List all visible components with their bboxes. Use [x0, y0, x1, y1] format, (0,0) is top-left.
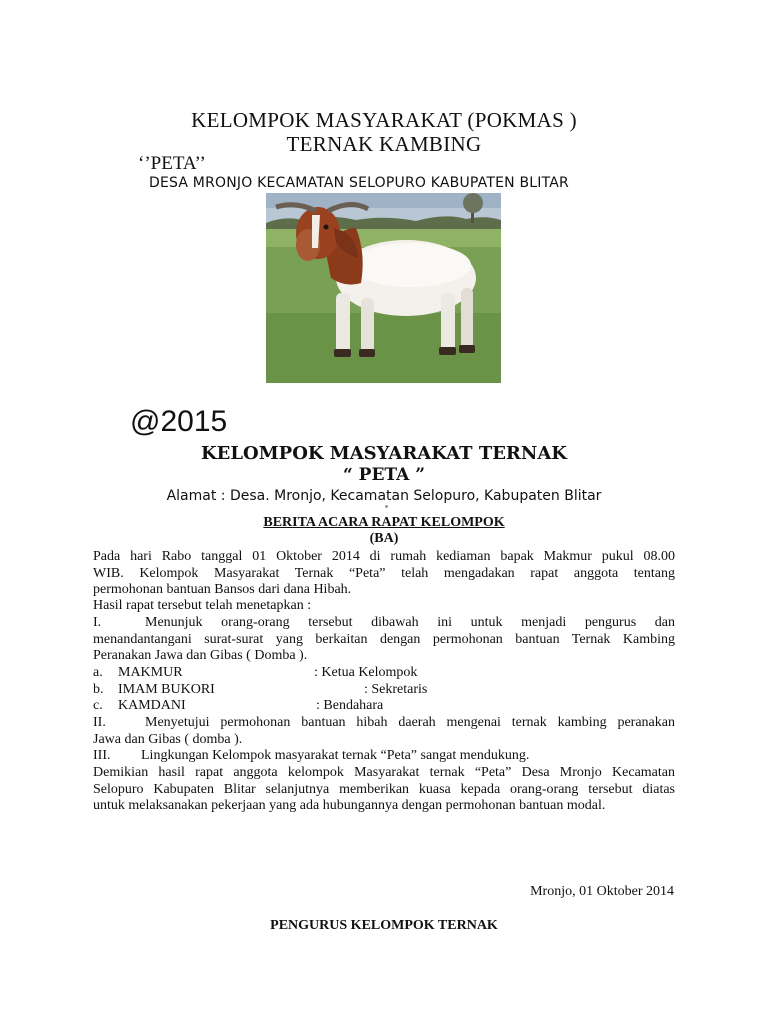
officer-a-letter: a.: [93, 665, 103, 680]
intro-line-3: permohonan bantuan Bansos dari dana Hibah.: [93, 582, 352, 597]
stray-mark: [385, 505, 388, 508]
officer-a-role: : Ketua Kelompok: [314, 665, 418, 680]
cover-title-line1: KELOMPOK MASYARAKAT (POKMAS ): [191, 108, 577, 132]
minutes-abbreviation: (BA): [369, 531, 399, 546]
item3-number: III.: [93, 748, 111, 763]
item2-line-1: Menyetujui permohonan bantuan hibah daerah mengenai ternak kambing peranakan: [145, 715, 675, 730]
item1-number: I.: [93, 615, 102, 630]
officer-a-name: MAKMUR: [118, 665, 183, 680]
org-short-name: “ PETA ”: [342, 465, 426, 485]
cover-location: DESA MRONJO KECAMATAN SELOPURO KABUPATEN BLITAR: [149, 175, 569, 191]
signatory-heading: PENGURUS KELOMPOK TERNAK: [270, 918, 498, 933]
org-address: Alamat : Desa. Mronjo, Kecamatan Selopuro, Kabupaten Blitar: [166, 488, 602, 504]
intro-line-1: Pada hari Rabo tanggal 01 Oktober 2014 di rumah kediaman bapak Makmur pukul 08.00: [93, 549, 675, 564]
item2-number: II.: [93, 715, 106, 730]
item3-text: Lingkungan Kelompok masyarakat ternak “Peta” sangat mendukung.: [141, 748, 530, 763]
place-date: Mronjo, 01 Oktober 2014: [530, 884, 674, 899]
item1-line-2: menandantangani surat-surat yang berkaitan dengan permohonan bantuan Ternak Kambing: [93, 632, 675, 647]
closing-line-2: Selopuro Kabupaten Blitar selanjutnya memberikan kuasa kepada orang-orang tersebut diatas: [93, 782, 675, 797]
item1-line-1: Menunjuk orang-orang tersebut dibawah ini untuk menjadi pengurus dan: [145, 615, 675, 630]
result-intro: Hasil rapat tersebut telah menetapkan :: [93, 598, 312, 613]
officer-c-letter: c.: [93, 698, 103, 713]
cover-group-name: ‘’PETA’’: [138, 153, 206, 174]
org-name: KELOMPOK MASYARAKAT TERNAK: [201, 443, 567, 464]
item1-line-3: Peranakan Jawa dan Gibas ( Domba ).: [93, 648, 308, 663]
officer-b-letter: b.: [93, 682, 104, 697]
goat-photo: [266, 193, 501, 383]
officer-b-role: : Sekretaris: [364, 682, 428, 697]
officer-c-name: KAMDANI: [118, 698, 186, 713]
closing-line-1: Demikian hasil rapat anggota kelompok Masyarakat ternak “Peta” Desa Mronjo Kecamatan: [93, 765, 675, 780]
officer-b-name: IMAM BUKORI: [118, 682, 215, 697]
copyright-year: @2015: [130, 405, 228, 438]
minutes-title: BERITA ACARA RAPAT KELOMPOK: [263, 515, 505, 530]
cover-title-line2: TERNAK KAMBING: [286, 132, 482, 156]
closing-line-3: untuk melaksanakan pekerjaan yang ada hubungannya dengan permohonan bantuan modal.: [93, 798, 606, 813]
goat-image: [266, 193, 501, 383]
item2-line-2: Jawa dan Gibas ( domba ).: [93, 732, 243, 747]
officer-c-role: : Bendahara: [316, 698, 384, 713]
intro-line-2: WIB. Kelompok Masyarakat Ternak “Peta” telah mengadakan rapat anggota tentang: [93, 566, 675, 581]
